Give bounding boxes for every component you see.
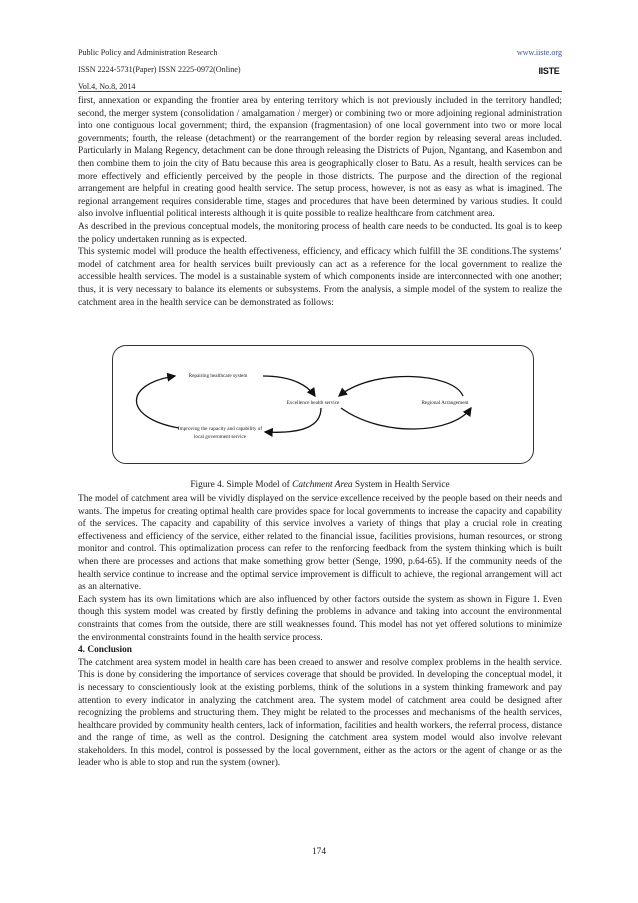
caption-suffix: System in Health Service	[352, 480, 450, 490]
arrow-regional-to-excellence	[339, 376, 463, 396]
page-header	[78, 44, 562, 95]
volume-line: Vol.4, No.8, 2014	[78, 82, 136, 91]
system-model-svg	[113, 346, 533, 463]
paragraph: As described in the previous conceptual models, the monitoring process of health care needs to be conducted. Its goal is to keep the policy undertaken running as is expected.	[78, 221, 562, 245]
page-number: 174	[311, 847, 326, 857]
journal-url-link[interactable]: www.iiste.org	[516, 48, 562, 57]
iiste-logo: IISTE	[538, 66, 560, 76]
body-section-top	[78, 95, 562, 309]
arrow-excellence-to-regional	[341, 408, 471, 429]
node-regional: Regional Arrangement	[421, 400, 469, 406]
node-improving-line1: Improving the capacity and capability of	[177, 426, 263, 432]
issn-line: ISSN 2224-5731(Paper) ISSN 2225-0972(Online)	[78, 65, 241, 74]
node-improving-line2: local government service	[193, 434, 247, 440]
section-heading-conclusion: 4. Conclusion	[78, 645, 133, 656]
paragraph: This systemic model will produce the health effectiveness, efficiency, and efficacy which fulfill the 3E conditions.The systems’ model of catchment area for health services built previously can act as a reference for the local government to realize the accessible health services. The model is a sustainable system of which components inside are interconnected with one another; thus, it is very necessary to balance its elements or subsystems. From the analysis, a simple model of the system to realize the catchment area in the health service can be demonstrated as follows:	[78, 247, 562, 308]
paragraph: The model of catchment area will be vividly displayed on the service excellence received by the people based on their needs and wants. The impetus for creating optimal health care provides space for local governments to increase the capacity and capability of the services. The capacity and capability of this service involves a variety of things that play a crucial role in creating effectiveness and efficiency of the service, either related to the financial issue, facilities provisions, human resources, or strong monitor and control. This optimalization process can refer to the renforcing feedback from the system thinking which is built when there are processes and actions that make something grow better (Senge, 1990, p.64-65). If the community needs of the health service continue to increase and the optimal service improvement is difficult to achieve, the regional arrangement will act as an alternative.	[78, 494, 562, 593]
paragraph: Each system has its own limitations which are also influenced by other factors outside the system as shown in Figure 1. Even though this system model was created by firstly defining the problems in advance and taking into account the environmental constraints that comes from the outside, there are still weaknesses found. This model has not yet offered solutions to minimize the environmental constraints found in the health service process.	[78, 594, 562, 643]
paragraph: The catchment area system model in health care has been creaed to answer and resolve complex problems in the health service. This is done by considering the importance of services coverage that should be provided. In developing the conceptual model, it is necessary to conscientiously look at the existing porblems, think of the solutions in a system thinking framework and pay attention to every indicator in analyzing the catchment area. The system model of catchment area could be designed after recognizing the problems and structuring them. They might be related to the processes and mechanisms of the health services, healthcare provided by community health centers, lack of information, facilities and health workers, the referral process, distance and the range of time, as well as the control. Designing the catchment area system model would also involve relevant stakeholders. In this model, control is possessed by the local government, either as the actors or the agent of change or as the leader who is able to stop and run the system (owner).	[78, 657, 562, 769]
paragraph: first, annexation or expanding the frontier area by entering territory which is not previously included in the territory handled; second, the merger system (consolidation / amalgamation / merger) or combining two or more adjoining regional administration into one contiguous local government; third, the expansion (fragmentasion) of one local government into two or more local governments; fourth, the release (detachment) or the rearrangement of the border region by releasing several areas included. Particularly in Malang Regency, detachment can be done through releasing the Districts of Pujon, Ngantang, and Kasembon and then combine them to join the city of Batu because this area is geographically closer to Batu. As a result, health services can be more effectively and efficiently perceived by the people in those districts. The purpose and the direction of the regional arrangement are helpful in creating good health service. The setup process, however, is not as easy as what is imagined. The regional arrangement requires considerable time, stages and procedures that have been determined by various studies. It could also involve influential political interests although it is quite possible to realize healthcare from catchment area.	[78, 96, 562, 220]
body-section-bottom	[78, 493, 562, 770]
loop-arrow-left	[136, 376, 179, 428]
caption-italic: Catchment Area	[292, 480, 353, 490]
arrow-excellence-to-improving	[265, 408, 321, 432]
header-right	[517, 44, 562, 61]
journal-title: Public Policy and Administration Research	[78, 48, 218, 57]
node-repairing: Repairing healthcare system	[188, 373, 248, 379]
header-divider	[78, 91, 562, 92]
caption-prefix: Figure 4. Simple Model of	[190, 480, 293, 490]
arrow-repairing-to-excellence	[263, 376, 315, 396]
figure-4-diagram	[112, 345, 534, 464]
node-excellence: Excellence health service	[286, 400, 340, 406]
figure-caption	[78, 480, 562, 490]
